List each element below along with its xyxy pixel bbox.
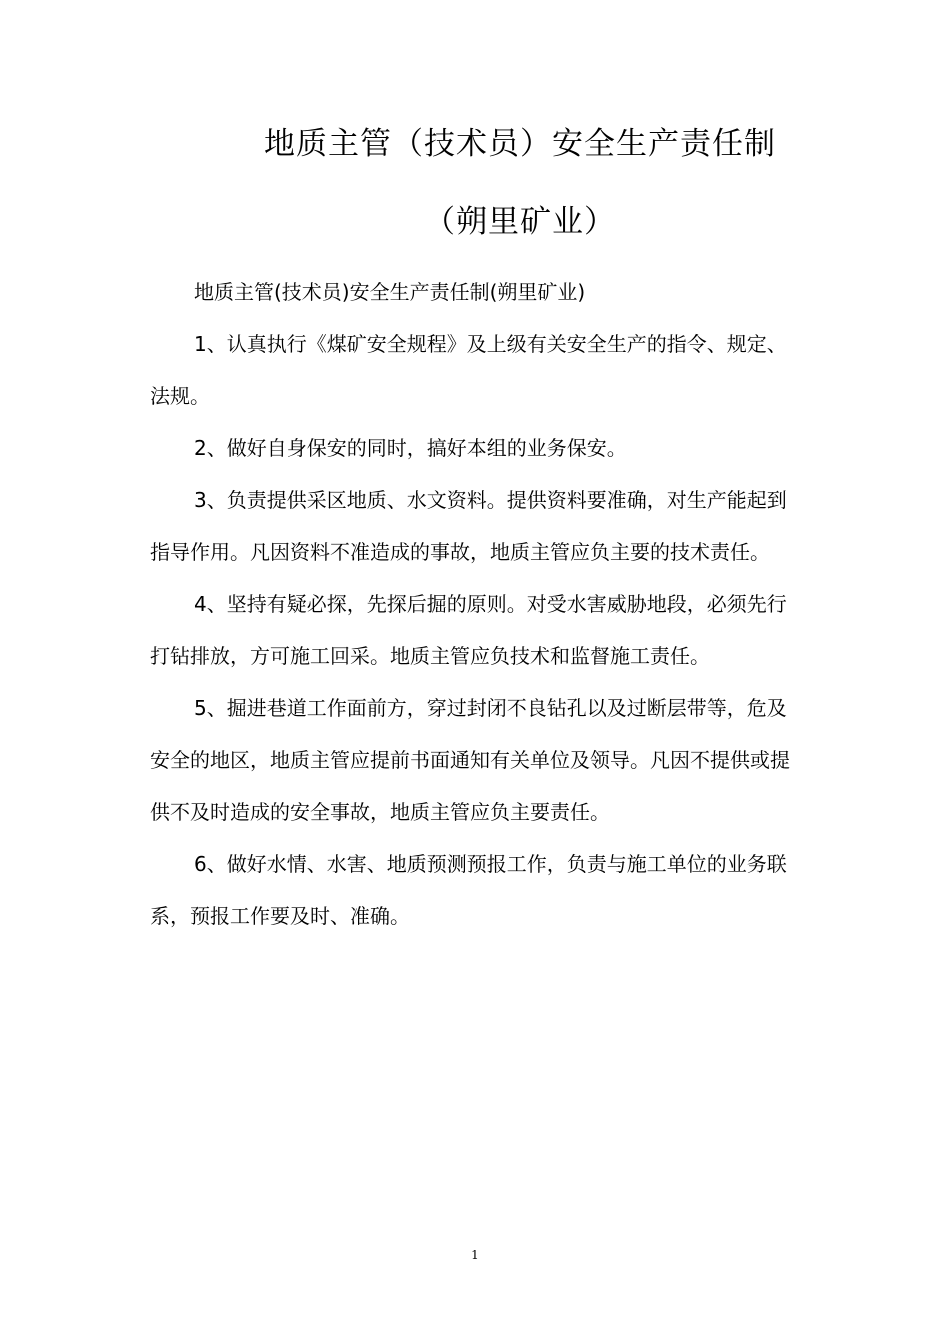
page-number: 1: [471, 1248, 479, 1262]
document-title: 地质主管（技术员）安全生产责任制: [264, 126, 776, 162]
paragraph-item-3: 3、负责提供采区地质、水文资料。提供资料要准确，对生产能起到指导作用。凡因资料不准造成的事故，地质主管应负主要的技术责任。: [150, 488, 787, 564]
paragraph-item-6: 6、做好水情、水害、地质预测预报工作，负责与施工单位的业务联系，预报工作要及时、准确。: [150, 852, 787, 928]
paragraph-item-2: 2、做好自身保安的同时，搞好本组的业务保安。: [194, 436, 627, 460]
paragraph-item-4: 4、坚持有疑必探，先探后掘的原则。对受水害威胁地段，必须先行打钻排放，方可施工回采。地质主管应负技术和监督施工责任。: [150, 592, 787, 668]
document-body: [150, 266, 800, 942]
document-subtitle: （朔里矿业）: [424, 204, 616, 240]
paragraph-item-1: 1、认真执行《煤矿安全规程》及上级有关安全生产的指令、规定、法规。: [150, 332, 787, 408]
paragraph-item-5: 5、掘进巷道工作面前方，穿过封闭不良钻孔以及过断层带等，危及安全的地区，地质主管应提前书面通知有关单位及领导。凡因不提供或提供不及时造成的安全事故，地质主管应负主要责任。: [150, 696, 790, 824]
paragraph-heading: 地质主管(技术员)安全生产责任制(朔里矿业): [194, 280, 586, 304]
